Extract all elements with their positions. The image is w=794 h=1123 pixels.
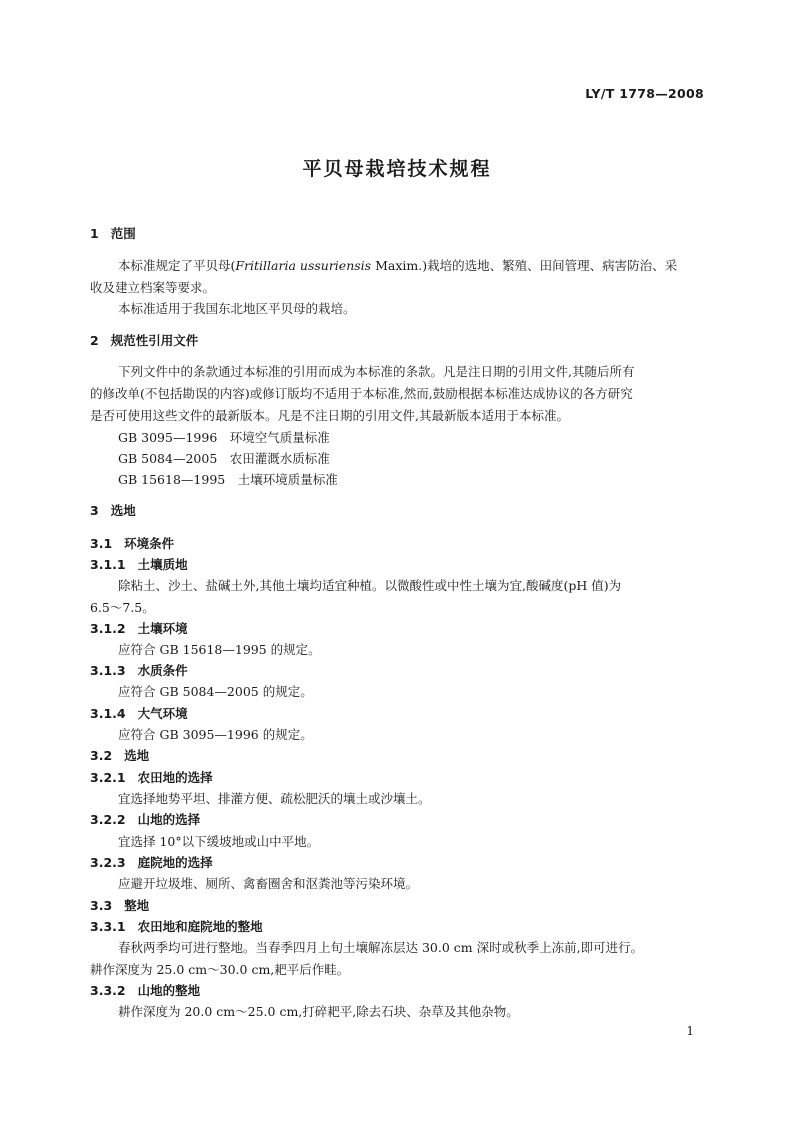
section-title: 土壤质地 — [137, 557, 188, 572]
subsection-3-3-2-text: 耕作深度为 20.0 cm～25.0 cm,打碎耙平,除去石块、杂草及其他杂物。 — [118, 1004, 519, 1019]
subsection-3-2-3-text: 应避开垃圾堆、厕所、禽畜圈舍和沤粪池等污染环境。 — [118, 876, 419, 891]
section-number: 2 — [90, 333, 99, 348]
reference-item: GB 5084—2005 农田灌溉水质标准 — [118, 451, 330, 466]
section-number: 1 — [90, 226, 99, 241]
section-title: 范围 — [110, 226, 136, 241]
latin-name: Fritillaria ussuriensis — [235, 258, 372, 273]
subsection-3-1-4-text: 应符合 GB 3095—1996 的规定。 — [118, 727, 313, 742]
section-title: 山地的整地 — [137, 983, 201, 998]
section-number: 3.2.2 — [90, 812, 126, 827]
subsection-3-2-2-text: 宜选择 10°以下缓坡地或山中平地。 — [118, 834, 320, 849]
subsection-3-1-heading — [90, 534, 174, 552]
subsection-3-1-3-heading — [90, 661, 188, 679]
section-1-paragraph-1 — [118, 256, 677, 274]
reference-item: GB 3095—1996 环境空气质量标准 — [118, 430, 330, 445]
section-number: 3.1.3 — [90, 663, 126, 678]
subsection-3-2-3-heading — [90, 853, 213, 871]
section-title: 农田地的选择 — [137, 770, 213, 785]
subsection-3-3-1-line-1: 春秋两季均可进行整地。当春季四月上旬土壤解冻层达 30.0 cm 深时或秋季上冻前,即可进行。 — [118, 940, 644, 955]
subsection-3-3-1-heading — [90, 917, 263, 935]
subsection-3-1-4-heading — [90, 704, 188, 722]
section-number: 3.2 — [90, 748, 113, 763]
section-title: 土壤环境 — [137, 621, 188, 636]
section-title: 选地 — [124, 748, 150, 763]
section-2-line-2: 的修改单(不包括勘误的内容)或修订版均不适用于本标准,然而,鼓励根据本标准达成协议的各方研究 — [90, 386, 633, 401]
section-number: 3.1.2 — [90, 621, 126, 636]
section-number: 3.2.3 — [90, 855, 126, 870]
subsection-3-2-2-heading — [90, 810, 200, 828]
text-run: 本标准规定了平贝母( — [118, 258, 236, 273]
subsection-3-2-1-text: 宜选择地势平坦、排灌方便、疏松肥沃的壤土或沙壤土。 — [118, 791, 431, 806]
subsection-3-3-1-line-2: 耕作深度为 25.0 cm～30.0 cm,耙平后作畦。 — [90, 962, 350, 977]
subsection-3-1-3-text: 应符合 GB 5084—2005 的规定。 — [118, 684, 313, 699]
section-number: 3.1.4 — [90, 706, 126, 721]
section-title: 规范性引用文件 — [110, 333, 199, 348]
section-number: 3 — [90, 503, 99, 518]
text-run: Maxim.)栽培的选地、繁殖、田间管理、病害防治、采 — [371, 258, 678, 273]
section-number: 3.3.1 — [90, 919, 126, 934]
subsection-3-1-1-heading — [90, 555, 188, 573]
section-title: 水质条件 — [137, 663, 188, 678]
section-title: 大气环境 — [137, 706, 188, 721]
section-3-heading — [90, 501, 136, 519]
standard-code: LY/T 1778—2008 — [585, 86, 704, 101]
subsection-3-1-2-text: 应符合 GB 15618—1995 的规定。 — [118, 642, 321, 657]
section-title: 山地的选择 — [137, 812, 201, 827]
section-2-line-1: 下列文件中的条款通过本标准的引用而成为本标准的条款。凡是注日期的引用文件,其随后所有 — [118, 364, 635, 379]
subsection-3-2-heading — [90, 746, 149, 764]
section-number: 3.3 — [90, 898, 113, 913]
subsection-3-1-1-line-2: 6.5～7.5。 — [90, 600, 155, 615]
subsection-3-1-2-heading — [90, 619, 188, 637]
section-1-paragraph-2: 本标准适用于我国东北地区平贝母的栽培。 — [118, 301, 356, 316]
section-2-heading — [90, 331, 198, 349]
section-title: 选地 — [110, 503, 136, 518]
document-title: 平贝母栽培技术规程 — [302, 158, 492, 180]
section-2-line-3: 是否可使用这些文件的最新版本。凡是不注日期的引用文件,其最新版本适用于本标准。 — [90, 408, 569, 423]
subsection-3-3-heading — [90, 896, 149, 914]
subsection-3-1-1-line-1: 除粘土、沙土、盐碱土外,其他土壤均适宜种植。以微酸性或中性土壤为宜,酸碱度(pH 值)为 — [118, 578, 622, 593]
section-title: 环境条件 — [124, 536, 175, 551]
subsection-3-2-1-heading — [90, 768, 213, 786]
section-title: 农田地和庭院地的整地 — [137, 919, 263, 934]
section-1-paragraph-1-cont: 收及建立档案等要求。 — [90, 280, 216, 295]
section-title: 整地 — [124, 898, 150, 913]
section-number: 3.3.2 — [90, 983, 126, 998]
section-number: 3.1 — [90, 536, 113, 551]
reference-item: GB 15618—1995 土壤环境质量标准 — [118, 472, 338, 487]
section-number: 3.1.1 — [90, 557, 126, 572]
section-title: 庭院地的选择 — [137, 855, 213, 870]
section-number: 3.2.1 — [90, 770, 126, 785]
page-number: 1 — [686, 1024, 694, 1038]
section-1-heading — [90, 224, 136, 242]
subsection-3-3-2-heading — [90, 981, 200, 999]
